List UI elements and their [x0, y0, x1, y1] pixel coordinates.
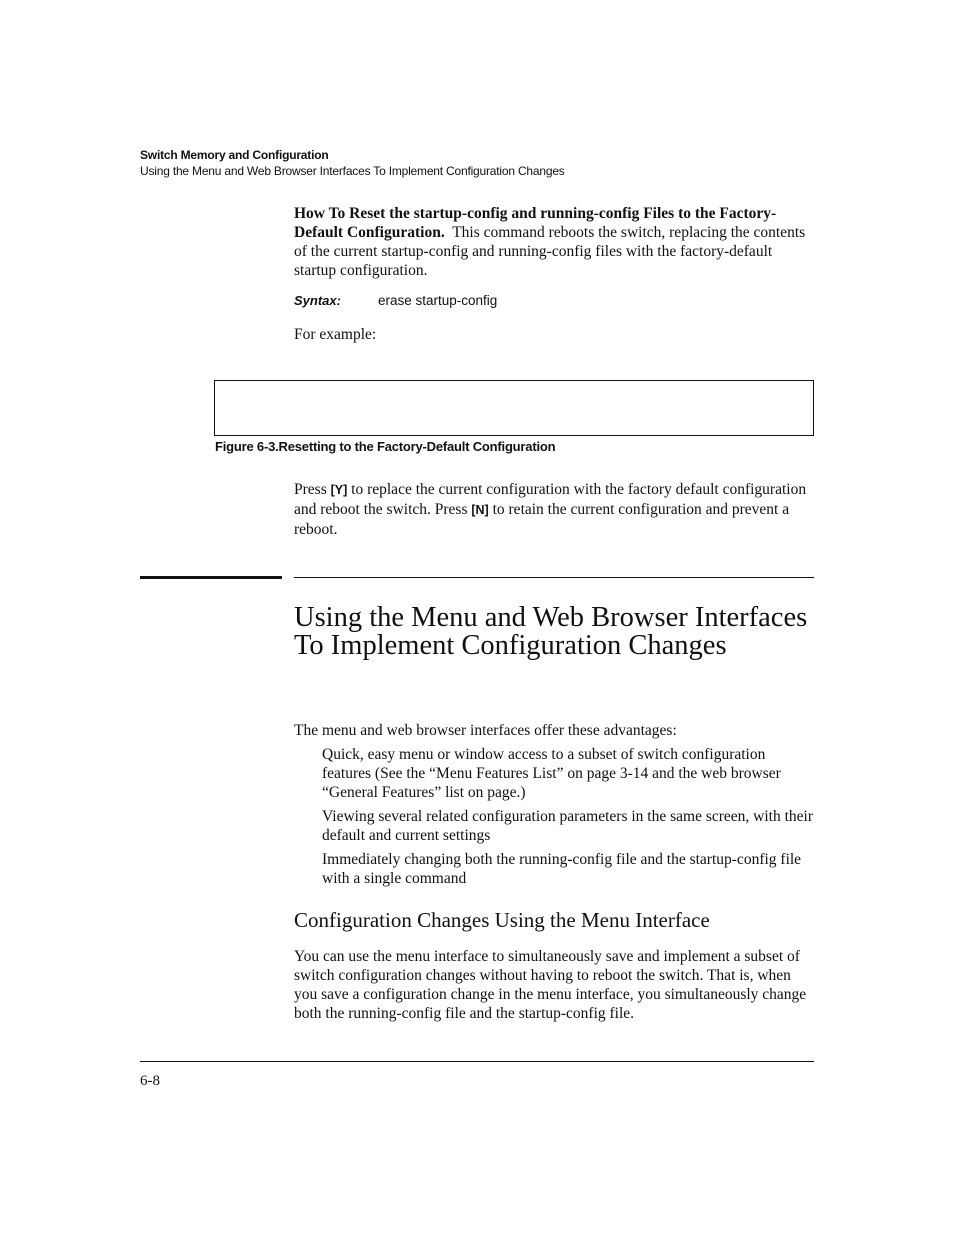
section-intro: The menu and web browser interfaces offer these advantages:	[294, 722, 677, 739]
section-rule-thin	[294, 577, 814, 578]
section-rule-thick	[140, 576, 282, 579]
figure-box	[214, 380, 814, 436]
reset-body: This command reboots the switch, replacing the contents of the current startup-config and running-config files with the factory-default startup configuration.	[294, 224, 806, 279]
press-paragraph	[294, 480, 814, 539]
syntax-label: Syntax:	[294, 293, 341, 308]
syntax-command: erase startup-config	[378, 293, 498, 308]
advantages-list	[322, 745, 814, 893]
reset-heading: How To Reset the startup-config and running-config Files to the Factory-Default Configuration.	[294, 205, 777, 241]
list-item: Viewing several related configuration parameters in the same screen, with their default and current settings	[322, 808, 813, 844]
running-header-section: Using the Menu and Web Browser Interfaces To Implement Configuration Changes	[140, 164, 565, 178]
list-item: Immediately changing both the running-config file and the startup-config file with a single command	[322, 851, 802, 887]
list-item: Quick, easy menu or window access to a subset of switch configuration features (See the “Menu Features List” on page 3-14 and the web browser “General Features” list on page.)	[322, 746, 781, 801]
menu-interface-paragraph: You can use the menu interface to simultaneously save and implement a subset of switch configuration changes without having to reboot the switch. That is, when you save a configuration change in the menu interface, you simultaneously change both the running-config file and the startup-config file.	[294, 948, 807, 1022]
for-example-text: For example:	[294, 326, 377, 343]
press-text-2: to replace the current configuration with the factory default configuration and reboot the switch. Press	[294, 481, 807, 518]
page-number: 6-8	[140, 1073, 160, 1089]
figure-caption: Figure 6-3.Resetting to the Factory-Default Configuration	[215, 439, 556, 454]
footer-rule	[140, 1061, 814, 1062]
key-n: [N]	[471, 503, 489, 517]
press-text-1: Press	[294, 481, 327, 498]
subsection-heading: Configuration Changes Using the Menu Interface	[294, 908, 710, 932]
key-y: [Y]	[330, 483, 348, 497]
running-header-chapter: Switch Memory and Configuration	[140, 148, 329, 162]
reset-paragraph	[294, 204, 814, 280]
press-text-3: to retain the current configuration and prevent a reboot.	[294, 501, 790, 538]
section-title: Using the Menu and Web Browser Interfaces To Implement Configuration Changes	[294, 602, 808, 661]
